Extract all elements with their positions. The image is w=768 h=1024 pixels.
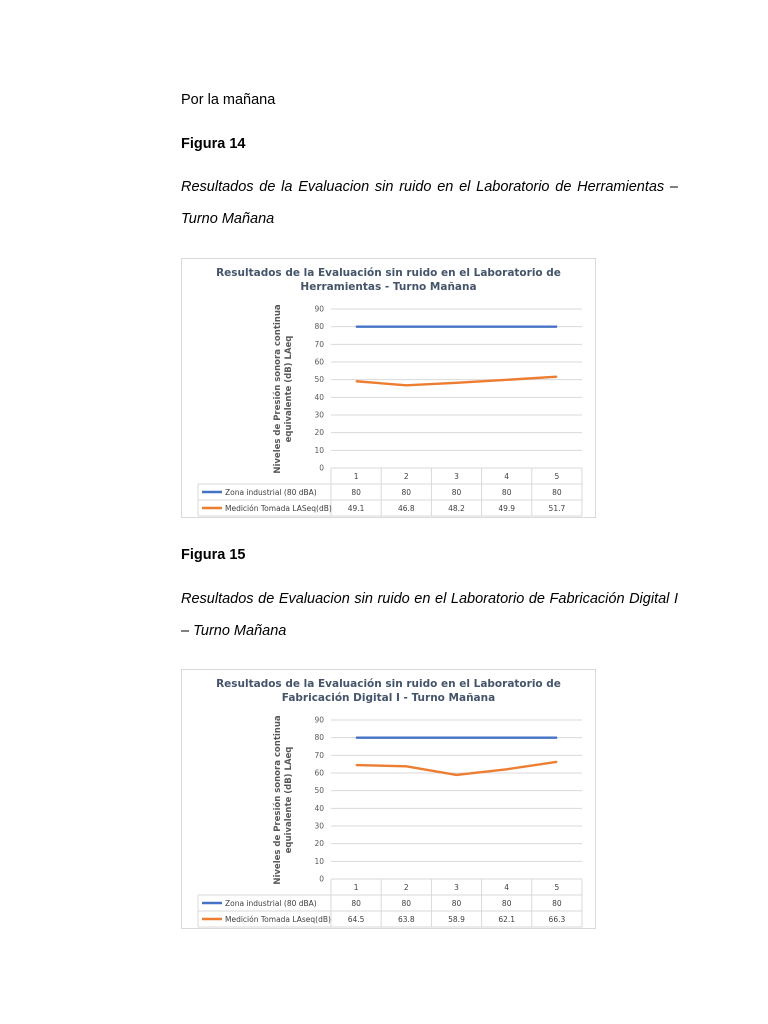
chart-title-line: Resultados de la Evaluación sin ruido en el Laboratorio de (216, 267, 561, 279)
data-point-1-1 (406, 385, 407, 386)
data-point-0-3 (506, 737, 507, 738)
y-tick-label: 10 (314, 856, 324, 866)
data-table-value: 80 (451, 899, 462, 908)
figure-14-label: Figura 14 (181, 136, 246, 152)
data-point-1-0 (356, 764, 357, 765)
data-table-value: 80 (451, 488, 462, 497)
chart-figure-15 (181, 669, 596, 929)
data-point-0-4 (556, 737, 557, 738)
data-point-1-3 (506, 769, 507, 770)
data-point-0-4 (556, 326, 557, 327)
data-point-1-3 (506, 379, 507, 380)
data-table-value: 51.7 (548, 504, 566, 513)
data-point-0-0 (356, 326, 357, 327)
data-table-value: 80 (401, 899, 412, 908)
y-axis-label-line: Niveles de Presión sonora continua (273, 304, 283, 474)
x-category-label: 2 (403, 472, 409, 481)
legend-label: Zona industrial (80 dBA) (225, 488, 317, 497)
x-category-label: 5 (554, 883, 560, 892)
chart-title-line: Herramientas - Turno Mañana (300, 281, 477, 293)
legend-label: Medición Tomada LAseq(dB) (225, 915, 331, 924)
chart-title-line: Fabricación Digital I - Turno Mañana (281, 692, 496, 704)
data-table-value: 58.9 (448, 915, 465, 924)
data-point-1-1 (406, 766, 407, 767)
data-table-value: 80 (501, 488, 512, 497)
x-category-label: 5 (554, 472, 560, 481)
data-table-value: 49.1 (347, 504, 365, 513)
y-tick-label: 40 (314, 803, 324, 813)
y-tick-label: 20 (314, 428, 324, 438)
data-point-0-2 (456, 326, 457, 327)
legend-label: Medición Tomada LASeq(dB) (225, 504, 332, 513)
x-category-label: 3 (454, 883, 459, 892)
y-tick-label: 10 (314, 445, 324, 455)
y-tick-label: 20 (314, 839, 324, 849)
y-axis-label-line: equivalente (dB) LAeq (284, 335, 294, 443)
figure-14-caption: Resultados de la Evaluacion sin ruido en el Laboratorio de Herramientas – Turno Mañana (181, 179, 678, 227)
y-tick-label: 70 (314, 750, 324, 760)
y-tick-label: 90 (314, 715, 324, 725)
data-table-value: 64.5 (347, 915, 365, 924)
data-point-1-4 (556, 376, 557, 377)
x-category-label: 4 (504, 883, 510, 892)
data-point-0-3 (506, 326, 507, 327)
x-category-label: 3 (454, 472, 459, 481)
data-table-value: 63.8 (397, 915, 415, 924)
data-table-value: 80 (501, 899, 512, 908)
data-table-value: 80 (552, 899, 562, 908)
intro-text: Por la mañana (181, 92, 276, 108)
series-line-1 (356, 377, 557, 386)
x-category-label: 2 (403, 883, 409, 892)
data-table-value: 62.1 (498, 915, 516, 924)
data-point-0-0 (356, 737, 357, 738)
data-point-1-4 (556, 761, 557, 762)
data-table-value: 80 (351, 488, 361, 497)
chart-title-line: Resultados de la Evaluación sin ruido en el Laboratorio de (216, 678, 561, 690)
data-table-value: 66.3 (548, 915, 566, 924)
x-category-label: 1 (353, 472, 359, 481)
y-tick-label: 0 (319, 463, 324, 473)
data-point-1-2 (456, 382, 457, 383)
figure-15-label: Figura 15 (181, 547, 246, 563)
data-point-0-1 (406, 326, 407, 327)
y-tick-label: 40 (314, 392, 324, 402)
y-tick-label: 30 (314, 410, 324, 420)
chart-figure-15-svg (182, 670, 595, 928)
y-tick-label: 60 (314, 768, 324, 778)
y-tick-label: 60 (314, 357, 324, 367)
x-category-label: 1 (353, 883, 359, 892)
data-point-1-0 (356, 381, 357, 382)
y-tick-label: 80 (314, 733, 324, 743)
legend-label: Zona industrial (80 dBA) (225, 899, 317, 908)
chart-figure-14 (181, 258, 596, 518)
y-tick-label: 50 (314, 786, 324, 796)
y-tick-label: 90 (314, 304, 324, 314)
y-tick-label: 70 (314, 339, 324, 349)
y-axis-label-line: equivalente (dB) LAeq (284, 746, 294, 854)
data-point-0-2 (456, 737, 457, 738)
figure-15-caption: Resultados de Evaluacion sin ruido en el Laboratorio de Fabricación Digital I – Turno Mañana (181, 591, 678, 639)
y-tick-label: 50 (314, 375, 324, 385)
y-tick-label: 80 (314, 322, 324, 332)
x-category-label: 4 (504, 472, 510, 481)
data-table-value: 80 (552, 488, 562, 497)
y-axis-label-line: Niveles de Presión sonora continua (273, 715, 283, 885)
y-tick-label: 30 (314, 821, 324, 831)
data-point-0-1 (406, 737, 407, 738)
chart-figure-14-svg (182, 259, 595, 517)
data-table-value: 80 (351, 899, 361, 908)
data-point-1-2 (456, 774, 457, 775)
data-table-value: 49.9 (498, 504, 516, 513)
data-table-value: 80 (401, 488, 412, 497)
y-tick-label: 0 (319, 874, 324, 884)
data-table-value: 48.2 (448, 504, 465, 513)
data-table-value: 46.8 (397, 504, 415, 513)
